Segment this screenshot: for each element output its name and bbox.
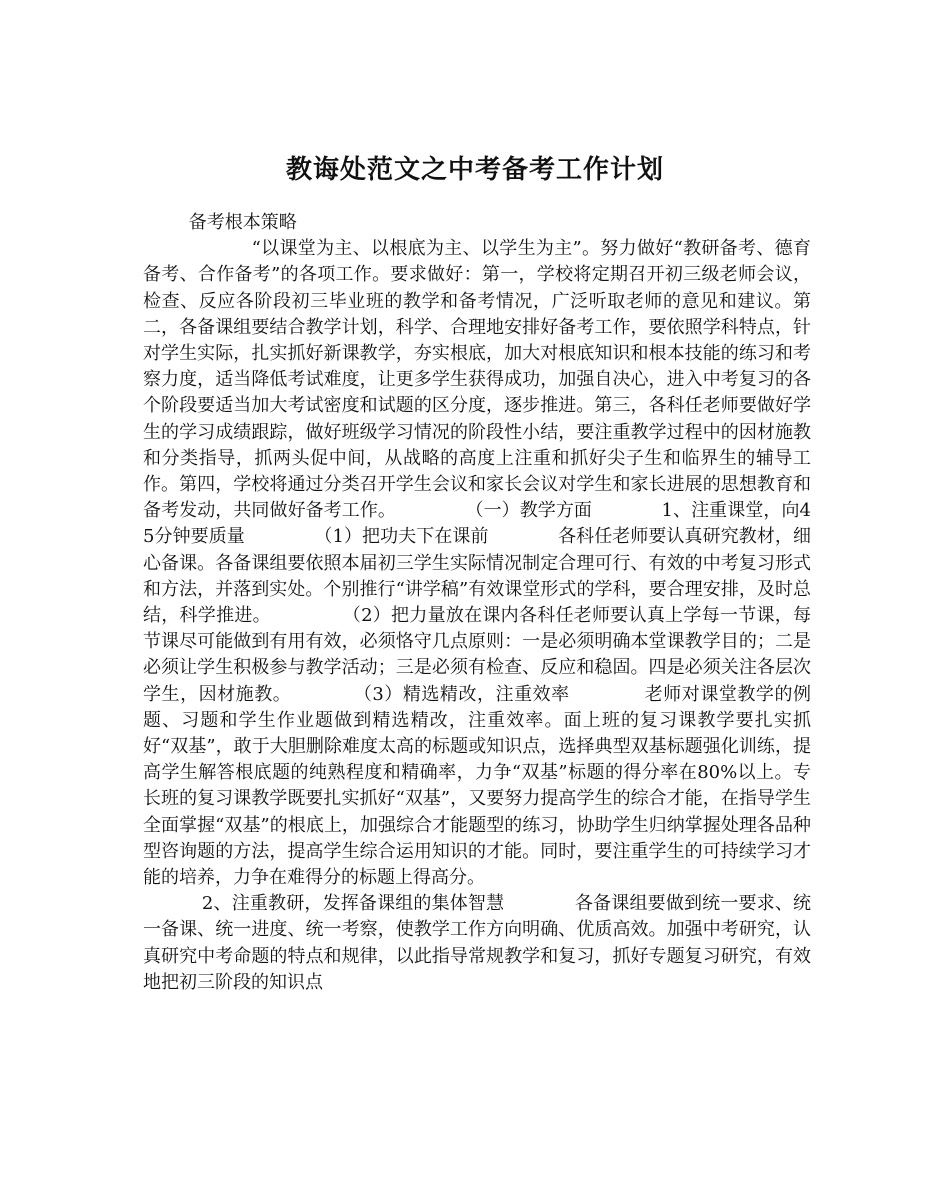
paragraph-main: “以课堂为主、以根底为主、以学生为主”。努力做好“教研备考、德育备考、合作备考”的各项工作。要求做好：第一，学校将定期召开初三级老师会议，检查、反应各阶段初三毕业班的教学和备考情况，广泛听取老师的意见和建议。第二，各备课组要结合教学计划，科学、合理地安排好备考工作，要依照学科特点，针对学生实际，扎实抓好新课教学，夯实根底，加大对根底知识和根本技能的练习和考察力度，适当降低考试难度，让更多学生获得成功，加强自决心，进入中考复习的各个阶段要适当加大考试密度和试题的区分度，逐步推进。第三，各科任老师要做好学生的学习成绩跟踪，做好班级学习情况的阶段性小结，要注重教学过程中的因材施教和分类指导，抓两头促中间，从战略的高度上注重和抓好尖子生和临界生的辅导工作。第四，学校将通过分类召开学生会议和家长会议对学生和家长进展的思想教育和备考发动，共同做好备考工作。 （一）教学方面 1、注重课堂，向45分钟要质量 （1）把功夫下在课前 各科任老师要认真研究教材，细心备课。各备课组要依照本届初三学生实际情况制定合理可行、有效的中考复习形式和方法，并落到实处。个别推行“讲学稿”有效课堂形式的学科，要合理安排，及时总结，科学推进。 （2）把力量放在课内各科任老师要认真上学每一节课，每节课尽可能做到有用有效，必须恪守几点原则：一是必须明确本堂课教学目的；二是必须让学生积极参与教学活动；三是必须有检查、反应和稳固。四是必须关注各层次学生，因材施教。 （3）精选精改，注重效率 老师对课堂教学的例题、习题和学生作业题做到精选精改，注重效率。面上班的复习课教学要扎实抓好“双基”，敢于大胆删除难度太高的标题或知识点，选择典型双基标题强化训练，提高学生解答根底题的纯熟程度和精确率，力争“双基”标题的得分率在80%以上。专长班的复习课教学既要扎实抓好“双基”，又要努力提高学生的综合才能，在指导学生全面掌握“双基”的根底上，加强综合才能题型的练习，协助学生归纳掌握处理各品种型咨询题的方法，提高学生综合运用知识的才能。同时，要注重学生的可持续学习才能的培养，力争在难得分的标题上得高分。 [143,238,811,889]
paragraph-strategy-heading: 备考根本策略 [143,212,297,233]
paragraph-teaching-research: 2、注重教研，发挥备课组的集体智慧 各备课组要做到统一要求、统一备课、统一进度、统一考察，使教学工作方向明确、优质高效。加强中考研究，认真研究中考命题的特点和规律，以此指导常规教学和复习，抓好专题复习研究，有效地把初三阶段的知识点 [143,893,812,993]
document-body [143,210,811,996]
document-title: 教诲处范文之中考备考工作计划 [285,155,664,186]
